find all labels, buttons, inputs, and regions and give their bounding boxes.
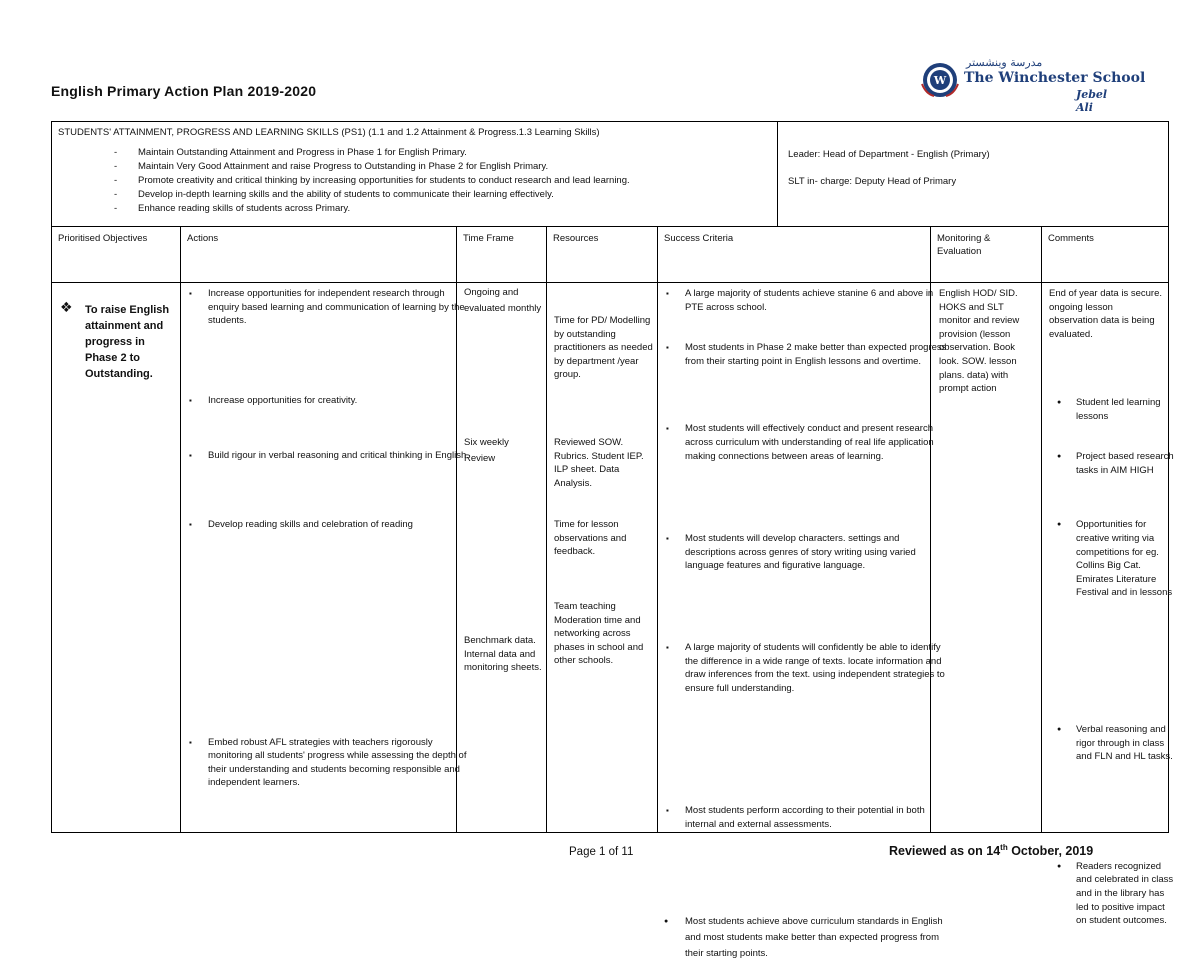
cell-objective xyxy=(51,282,181,833)
action-item: ▪ Increase opportunities for independent research through enquiry based learning and communication of learning by the students. xyxy=(181,287,470,328)
cell-actions xyxy=(180,282,469,833)
col-header-comments: Comments xyxy=(1041,226,1169,283)
cell-timeframe xyxy=(456,282,547,833)
comment-item: ● Student led learning lessons xyxy=(1049,396,1174,423)
action-item: ▪ Embed robust AFL strategies with teachers rigorously monitoring all students' progress while assessing the depth of their understanding and students becoming responsible and independent learners. xyxy=(181,736,470,790)
slt-text: SLT in- charge: Deputy Head of Primary xyxy=(788,176,957,187)
comments-intro: End of year data is secure. ongoing lesson observation data is being evaluated. xyxy=(1049,288,1163,340)
comment-item: ● Verbal reasoning and rigor through in class and FLN and HL tasks. xyxy=(1049,723,1174,764)
timeframe-item: Benchmark data. Internal data and monitoring sheets. xyxy=(464,635,542,674)
cell-monitoring xyxy=(930,282,1042,833)
logo-location: Jebel Ali xyxy=(1076,88,1108,114)
school-crest-icon xyxy=(920,60,960,100)
action-item: ▪ Increase opportunities for creativity. xyxy=(181,394,470,408)
leader-text: Leader: Head of Department - English (Primary) xyxy=(788,149,990,160)
goal-item: - Promote creativity and critical thinking by increasing opportunities for students to conduct research and lead learning. xyxy=(114,174,630,188)
col-header-timeframe: Time Frame xyxy=(456,226,547,283)
page-number: Page 1 of 11 xyxy=(569,846,634,858)
resource-item: Reviewed SOW. Rubrics. Student IEP. ILP sheet. Data Analysis. xyxy=(554,437,644,489)
monitoring-text: English HOD/ SID. HOKS and SLT monitor and review provision (lesson observation. Book look. SOW. lesson plans. data) with prompt action xyxy=(939,288,1020,395)
success-item: ▪ Most students in Phase 2 make better than expected progress from their starting point in English lessons and overtime. xyxy=(658,341,947,368)
svg-text:W: W xyxy=(933,74,947,87)
goal-item: - Enhance reading skills of students across Primary. xyxy=(114,202,630,216)
logo-arabic-text: مدرسة وينشستر xyxy=(966,56,1043,69)
col-header-success: Success Criteria xyxy=(657,226,931,283)
resource-item: Time for lesson observations and feedback. xyxy=(554,519,627,558)
success-item: ● Most students achieve above curriculum standards in English and most students make better than expected progress from their starting points. xyxy=(658,914,947,962)
strand-goals xyxy=(114,146,630,216)
timeframe-item: Ongoing and evaluated monthly xyxy=(464,287,542,314)
success-item: ▪ A large majority of students will confidently be able to identify the difference in a wide range of texts. locate information and draw inferences from the text. using independent strategies to ensure full understanding. xyxy=(658,641,947,695)
school-logo xyxy=(920,56,1146,114)
resource-item: Team teaching Moderation time and networking across phases in school and other schools. xyxy=(554,601,644,667)
success-item: ▪ Most students will effectively conduct and present research across curriculum with understanding of real life application making connections between areas of learning. xyxy=(658,422,947,463)
action-item: ▪ Build rigour in verbal reasoning and critical thinking in English. xyxy=(181,449,470,463)
success-item: ▪ Most students perform according to their potential in both internal and external assessments. xyxy=(658,804,947,831)
cell-success xyxy=(657,282,947,959)
objective-text: To raise English attainment and progress in Phase 2 to Outstanding. xyxy=(85,304,170,380)
timeframe-item: Six weekly Review xyxy=(464,437,509,464)
cell-resources xyxy=(546,282,658,833)
goal-item: - Maintain Very Good Attainment and raise Progress to Outstanding in Phase 2 for English Primary. xyxy=(114,160,630,174)
diamond-bullet-icon: ❖ xyxy=(60,299,73,315)
comment-item: ● Opportunities for creative writing via competitions for eg. Collins Big Cat. Emirates Literature Festival and in lessons xyxy=(1049,518,1174,600)
col-header-resources: Resources xyxy=(546,226,658,283)
page-title: English Primary Action Plan 2019-2020 xyxy=(51,83,317,99)
resource-item: Time for PD/ Modelling by outstanding practitioners as needed by department /year group. xyxy=(554,315,653,381)
comment-item: ● Readers recognized and celebrated in class and in the library has led to positive impact on student outcomes. xyxy=(1049,860,1174,928)
leadership-box xyxy=(777,121,1169,227)
strand-box xyxy=(51,121,778,227)
goal-item: - Maintain Outstanding Attainment and Progress in Phase 1 for English Primary. xyxy=(114,146,630,160)
col-header-monitoring: Monitoring & Evaluation xyxy=(930,226,1042,283)
success-item: ▪ Most students will develop characters. settings and descriptions across genres of story writing using varied language features and figurative language. xyxy=(658,532,947,573)
goal-item: - Develop in-depth learning skills and the ability of students to communicate their learning effectively. xyxy=(114,188,630,202)
cell-comments xyxy=(1041,282,1174,927)
review-date: Reviewed as on 14th October, 2019 xyxy=(889,843,1094,859)
logo-school-name: The Winchester School xyxy=(964,70,1146,86)
col-header-objectives: Prioritised Objectives xyxy=(51,226,181,283)
action-item: ▪ Develop reading skills and celebration of reading xyxy=(181,518,470,532)
comment-item: ● Project based research tasks in AIM HIGH xyxy=(1049,450,1174,477)
col-header-actions: Actions xyxy=(180,226,457,283)
strand-title: STUDENTS' ATTAINMENT, PROGRESS AND LEARNING SKILLS (PS1) (1.1 and 1.2 Attainment & Progress.1.3 Learning Skills) xyxy=(58,127,600,138)
success-item: ▪ A large majority of students achieve stanine 6 and above in PTE across school. xyxy=(658,287,947,314)
